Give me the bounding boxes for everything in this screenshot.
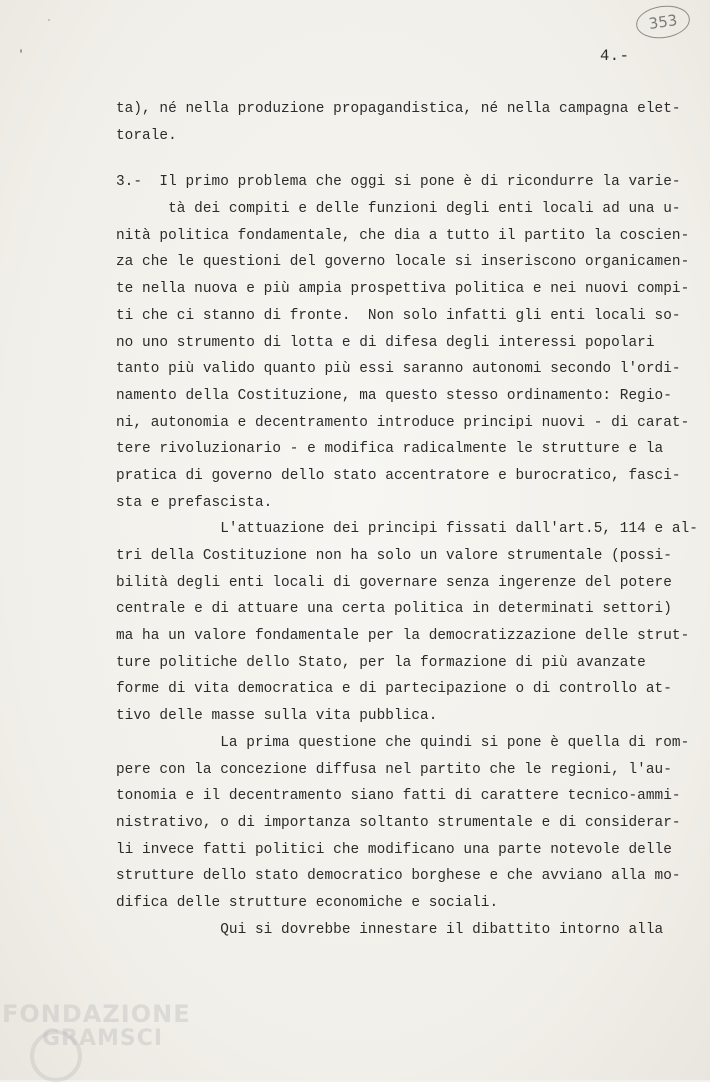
page-number: 4.- (600, 47, 630, 65)
text-line: no uno strumento di lotta e di difesa degli interessi popolari (116, 334, 655, 351)
text-line: difica delle strutture economiche e sociali. (116, 894, 499, 911)
margin-speck: ' (18, 50, 25, 61)
text-line: namento della Costituzione, ma questo stesso ordinamento: Regio- (116, 387, 672, 404)
text-line: ture politiche dello Stato, per la formazione di più avanzate (116, 654, 646, 671)
text-line: te nella nuova e più ampia prospettiva politica e nei nuovi compi- (116, 281, 690, 298)
text-line: forme di vita democratica e di partecipazione o di controllo at- (116, 681, 672, 698)
text-line: tivo delle masse sulla vita pubblica. (116, 708, 438, 725)
text-line (116, 149, 676, 169)
text-line: La prima questione che quindi si pone è quella di rom- (116, 734, 690, 751)
text-line: L'attuazione dei principi fissati dall'art.5, 114 e al- (116, 521, 698, 538)
text-line: ti che ci stanno di fronte. Non solo infatti gli enti locali so- (116, 307, 681, 324)
text-line: Qui si dovrebbe innestare il dibattito intorno alla (116, 921, 664, 938)
text-line: pratica di governo dello stato accentratore e burocratico, fasci- (116, 467, 681, 484)
text-line: centrale e di attuare una certa politica in determinati settori) (116, 601, 672, 618)
text-line: ni, autonomia e decentramento introduce principi nuovi - di carat- (116, 414, 690, 431)
watermark-line-1: FONDAZIONE (2, 1000, 191, 1028)
text-line: pere con la concezione diffusa nel partito che le regioni, l'au- (116, 761, 672, 778)
typewritten-body (116, 96, 698, 943)
text-line: sta e prefascista. (116, 494, 273, 511)
watermark (2, 1000, 191, 1051)
text-line: torale. (116, 127, 177, 144)
text-line: tri della Costituzione non ha solo un valore strumentale (possi- (116, 548, 672, 564)
text-line: tere rivoluzionario - e modifica radicalmente le strutture e la (116, 441, 664, 458)
text-line: tonomia e il decentramento siano fatti di carattere tecnico-ammi- (116, 788, 681, 805)
watermark-line-2: GRAMSCI (42, 1026, 164, 1051)
text-line: strutture dello stato democratico borghese e che avviano alla mo- (116, 868, 681, 885)
text-line: li invece fatti politici che modificano una parte notevole delle (116, 841, 672, 858)
text-line: tà dei compiti e delle funzioni degli enti locali ad una u- (116, 201, 681, 218)
text-line: 3.- Il primo problema che oggi si pone è di ricondurre la varie- (116, 174, 681, 191)
text-line: nistrativo, o di importanza soltanto strumentale e di considerar- (116, 814, 681, 831)
text-line: ma ha un valore fondamentale per la democratizzazione delle strut- (116, 628, 690, 645)
text-line: bilità degli enti locali di governare senza ingerenze del potere (116, 574, 672, 591)
text-line: ta), né nella produzione propagandistica, né nella campagna elet- (116, 101, 681, 117)
text-line: nità politica fondamentale, che dia a tutto il partito la coscien- (116, 227, 690, 244)
text-line: tanto più valido quanto più essi saranno autonomi secondo l'ordi- (116, 361, 681, 378)
archive-number-stamp: 353 (634, 2, 692, 41)
margin-speck: ˙ (46, 20, 53, 31)
text-line: za che le questioni del governo locale si inseriscono organicamen- (116, 254, 690, 271)
